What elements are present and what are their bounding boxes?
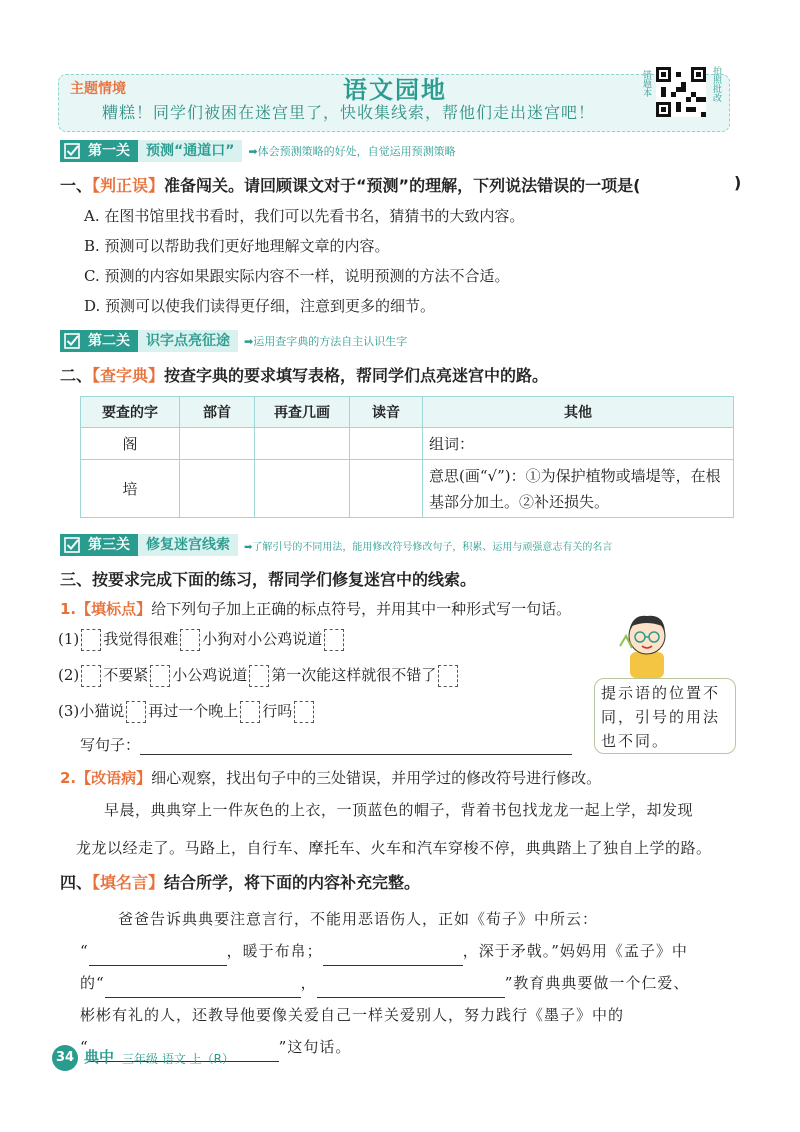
page-number: 34 (52, 1045, 78, 1071)
option-c[interactable]: C. 预测的内容如果跟实际内容不一样，说明预测的方法不合适。 (84, 267, 510, 285)
table-cell-blank[interactable] (255, 460, 350, 518)
section-2-desc: ➡运用查字典的方法自主认识生字 (244, 335, 408, 348)
punct-box[interactable] (150, 665, 170, 687)
brand-logo: 典中 (84, 1048, 115, 1066)
checkbox-check-icon (64, 333, 80, 349)
sentence-1: (1) 我觉得很难 小狗对小公鸡说道 (58, 628, 346, 651)
table-header: 要查的字 (81, 397, 180, 428)
table-header: 读音 (350, 397, 423, 428)
quote-blank[interactable] (105, 977, 301, 998)
table-cell-blank[interactable] (180, 460, 255, 518)
punct-box[interactable] (324, 629, 344, 651)
table-cell-blank[interactable] (350, 428, 423, 460)
section-1-name: 预测“通道口” (138, 140, 242, 162)
page-title: 语文园地 (343, 76, 447, 104)
question-3-stem: 三、按要求完成下面的练习，帮同学们修复迷宫中的线索。 (60, 570, 477, 589)
table-header-row (81, 397, 734, 428)
punct-box[interactable] (81, 665, 101, 687)
section-1-header (60, 140, 456, 162)
quote-blank[interactable] (89, 945, 227, 966)
section-3-header (60, 534, 612, 556)
footer-text: 三年级 语文 上（R） (122, 1052, 234, 1066)
table-header: 再查几画 (255, 397, 350, 428)
sub-1-tag: 【填标点】 (76, 600, 152, 618)
banner-text: 糟糕！同学们被困在迷宫里了，快收集线索，帮他们走出迷宫吧！ (102, 103, 596, 122)
qr-right-label: 拍照批改 (711, 66, 721, 102)
section-2-name: 识字点亮征途 (138, 330, 238, 352)
q4-line-2: “ ，暖于布帛； ，深于矛戟。”妈妈用《孟子》中 (80, 936, 688, 966)
q4-line-3: 的“ ， ”教育典典要做一个仁爱、 (80, 968, 689, 998)
option-a[interactable]: A. 在图书馆里找书看时，我们可以先看书名，猜猜书的大致内容。 (84, 207, 525, 225)
table-cell-char: 培 (81, 460, 180, 518)
table-row (81, 428, 734, 460)
qr-code-icon[interactable] (656, 67, 706, 117)
punct-box[interactable] (126, 701, 146, 723)
dictionary-table (80, 396, 734, 518)
question-1-stem: 一、【判正误】准备闯关。请回顾课文对于“预测”的理解，下列说法错误的一项是( (60, 176, 641, 195)
punct-box[interactable] (180, 629, 200, 651)
quote-blank[interactable] (317, 977, 505, 998)
punct-box[interactable] (438, 665, 458, 687)
q4-line-4: 彬彬有礼的人，还教导他要像关爱自己一样关爱别人，努力践行《墨子》中的 (80, 1006, 625, 1024)
question-1-tag: 【判正误】 (92, 176, 165, 195)
tip-box: 提示语的位置不同，引号的用法也不同。 (594, 678, 736, 754)
table-header: 其他 (423, 397, 734, 428)
option-b[interactable]: B. 预测可以帮助我们更好地理解文章的内容。 (84, 237, 390, 255)
table-cell-other[interactable]: 意思(画“√”)：①为保护植物或墙堤等，在根基部分加土。②补还损失。 (423, 460, 734, 518)
answer-paren-close[interactable]: ) (734, 173, 742, 192)
table-cell-blank[interactable] (350, 460, 423, 518)
section-3-desc: ➡了解引号的不同用法，能用修改符号修改句子，积累、运用与顽强意志有关的名言 (244, 541, 613, 553)
table-cell-other[interactable]: 组词： (423, 428, 734, 460)
write-sentence: 写句子： (80, 734, 572, 755)
quote-blank[interactable] (323, 945, 463, 966)
question-4-tag: 【填名言】 (92, 873, 165, 892)
passage-line-1[interactable]: 早晨，典典穿上一件灰色的上衣，一顶蓝色的帽子，背着书包找龙龙一起上学，却发现 (104, 801, 694, 819)
section-2-badge: 第二关 (60, 330, 138, 352)
sub-2-tag: 【改语病】 (76, 769, 152, 787)
boy-illustration (612, 606, 682, 678)
q4-line-1: 爸爸告诉典典要注意言行，不能用恶语伤人，正如《荀子》中所云： (118, 910, 599, 928)
checkbox-check-icon (64, 537, 80, 553)
table-cell-char: 阁 (81, 428, 180, 460)
qr-left-label: 错题本 (641, 70, 651, 97)
table-cell-blank[interactable] (255, 428, 350, 460)
table-row (81, 460, 734, 518)
passage-line-2[interactable]: 龙龙以经走了。马路上，自行车、摩托车、火车和汽车穿梭不停，典典踏上了独自上学的路。 (76, 839, 712, 857)
punct-box[interactable] (294, 701, 314, 723)
write-sentence-line[interactable] (140, 736, 572, 755)
section-1-desc: ➡体会预测策略的好处，自觉运用预测策略 (248, 145, 456, 158)
sub-question-2: 2.【改语病】细心观察，找出句子中的三处错误，并用学过的修改符号进行修改。 (60, 769, 602, 787)
section-3-name: 修复迷宫线索 (138, 534, 238, 556)
sentence-2: (2) 不要紧 小公鸡说道 第一次能这样就很不错了 (58, 664, 460, 687)
question-2-tag: 【查字典】 (92, 366, 165, 385)
punct-box[interactable] (81, 629, 101, 651)
table-header: 部首 (180, 397, 255, 428)
option-d[interactable]: D. 预测可以使我们读得更仔细，注意到更多的细节。 (84, 297, 436, 315)
theme-tag: 主题情境 (70, 81, 126, 97)
question-4-stem: 四、【填名言】结合所学，将下面的内容补充完整。 (60, 873, 421, 892)
checkbox-check-icon (64, 143, 80, 159)
sub-question-1: 1.【填标点】给下列句子加上正确的标点符号，并用其中一种形式写一句话。 (60, 600, 572, 618)
punct-box[interactable] (249, 665, 269, 687)
sentence-3: (3)小猫说 再过一个晚上 行吗 (58, 700, 316, 723)
question-2-stem: 二、【查字典】按查字典的要求填写表格，帮同学们点亮迷宫中的路。 (60, 366, 549, 385)
q4-line-5: “ ”这句话。 (80, 1032, 351, 1062)
section-2-header (60, 330, 407, 352)
punct-box[interactable] (240, 701, 260, 723)
table-cell-blank[interactable] (180, 428, 255, 460)
section-3-badge: 第三关 (60, 534, 138, 556)
section-1-badge: 第一关 (60, 140, 138, 162)
